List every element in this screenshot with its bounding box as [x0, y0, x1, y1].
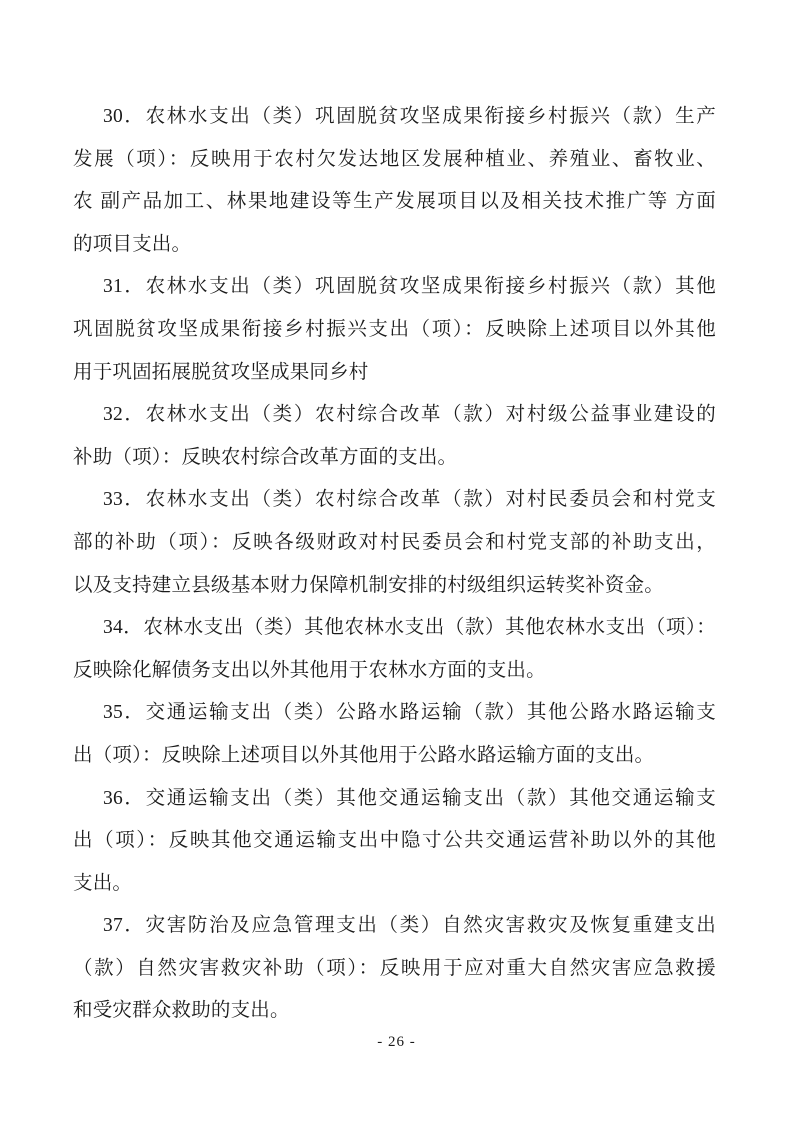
- text-line: 部的补助（项）：反映各级财政对村民委员会和村党支部的补助支出，: [73, 531, 716, 553]
- text-body: [73, 96, 716, 1033]
- text-line: 反映除化解债务支出以外其他用于农林水方面的支出。: [73, 659, 546, 681]
- paragraph-item-35: [73, 692, 716, 777]
- text-line: 31．农林水支出（类）巩固脱贫攻坚成果衔接乡村振兴（款）其他: [103, 276, 716, 298]
- paragraph-item-33: [73, 479, 716, 607]
- text-line: 36．交通运输支出（类）其他交通运输支出（款）其他交通运输支: [103, 787, 716, 809]
- text-line: 用于巩固拓展脱贫攻坚成果同乡村: [73, 361, 369, 383]
- text-line: 33．农林水支出（类）农村综合改革（款）对村民委员会和村党支: [103, 489, 716, 511]
- text-line: 巩固脱贫攻坚成果衔接乡村振兴支出（项）：反映除上述项目以外其他: [73, 318, 716, 340]
- text-line: 30．农林水支出（类）巩固脱贫攻坚成果衔接乡村振兴（款）生产: [103, 106, 716, 127]
- text-line: 34．农林水支出（类）其他农林水支出（款）其他农林水支出（项）：: [103, 617, 716, 639]
- text-line: 农 副产品加工、林果地建设等生产发展项目以及相关技术推广等 方面: [73, 191, 716, 213]
- text-line: 32．农林水支出（类）农村综合改革（款）对村级公益事业建设的: [103, 404, 716, 426]
- text-line: （款）自然灾害救灾补助（项）：反映用于应对重大自然灾害应急救援: [73, 957, 716, 979]
- paragraph-item-30: [73, 96, 716, 266]
- text-line: 补助（项）：反映农村综合改革方面的支出。: [73, 446, 458, 468]
- text-line: 发展（项）：反映用于农村欠发达地区发展种植业、养殖业、畜牧业、: [73, 148, 716, 170]
- paragraph-item-32: [73, 394, 716, 479]
- text-line: 出（项）：反映其他交通运输支出中隐寸公共交通运营补助以外的其他: [73, 830, 716, 852]
- text-line: 以及支持建立县级基本财力保障机制安排的村级组织运转奖补资金。: [73, 574, 665, 596]
- text-line: 37．灾害防治及应急管理支出（类）自然灾害救灾及恢复重建支出: [103, 915, 716, 937]
- text-line: 出（项）：反映除上述项目以外其他用于公路水路运输方面的支出。: [73, 744, 655, 766]
- paragraph-item-36: [73, 778, 716, 906]
- page-number: - 26 -: [377, 1034, 416, 1050]
- text-line: 的项目支出。: [73, 233, 192, 255]
- paragraph-item-31: [73, 266, 716, 394]
- text-line: 支出。: [73, 872, 133, 894]
- text-line: 35．交通运输支出（类）公路水路运输（款）其他公路水路运输支: [103, 702, 716, 724]
- paragraph-item-34: [73, 607, 716, 692]
- text-line: 和受灾群众救助的支出。: [73, 1000, 290, 1022]
- paragraph-item-37: [73, 905, 716, 1033]
